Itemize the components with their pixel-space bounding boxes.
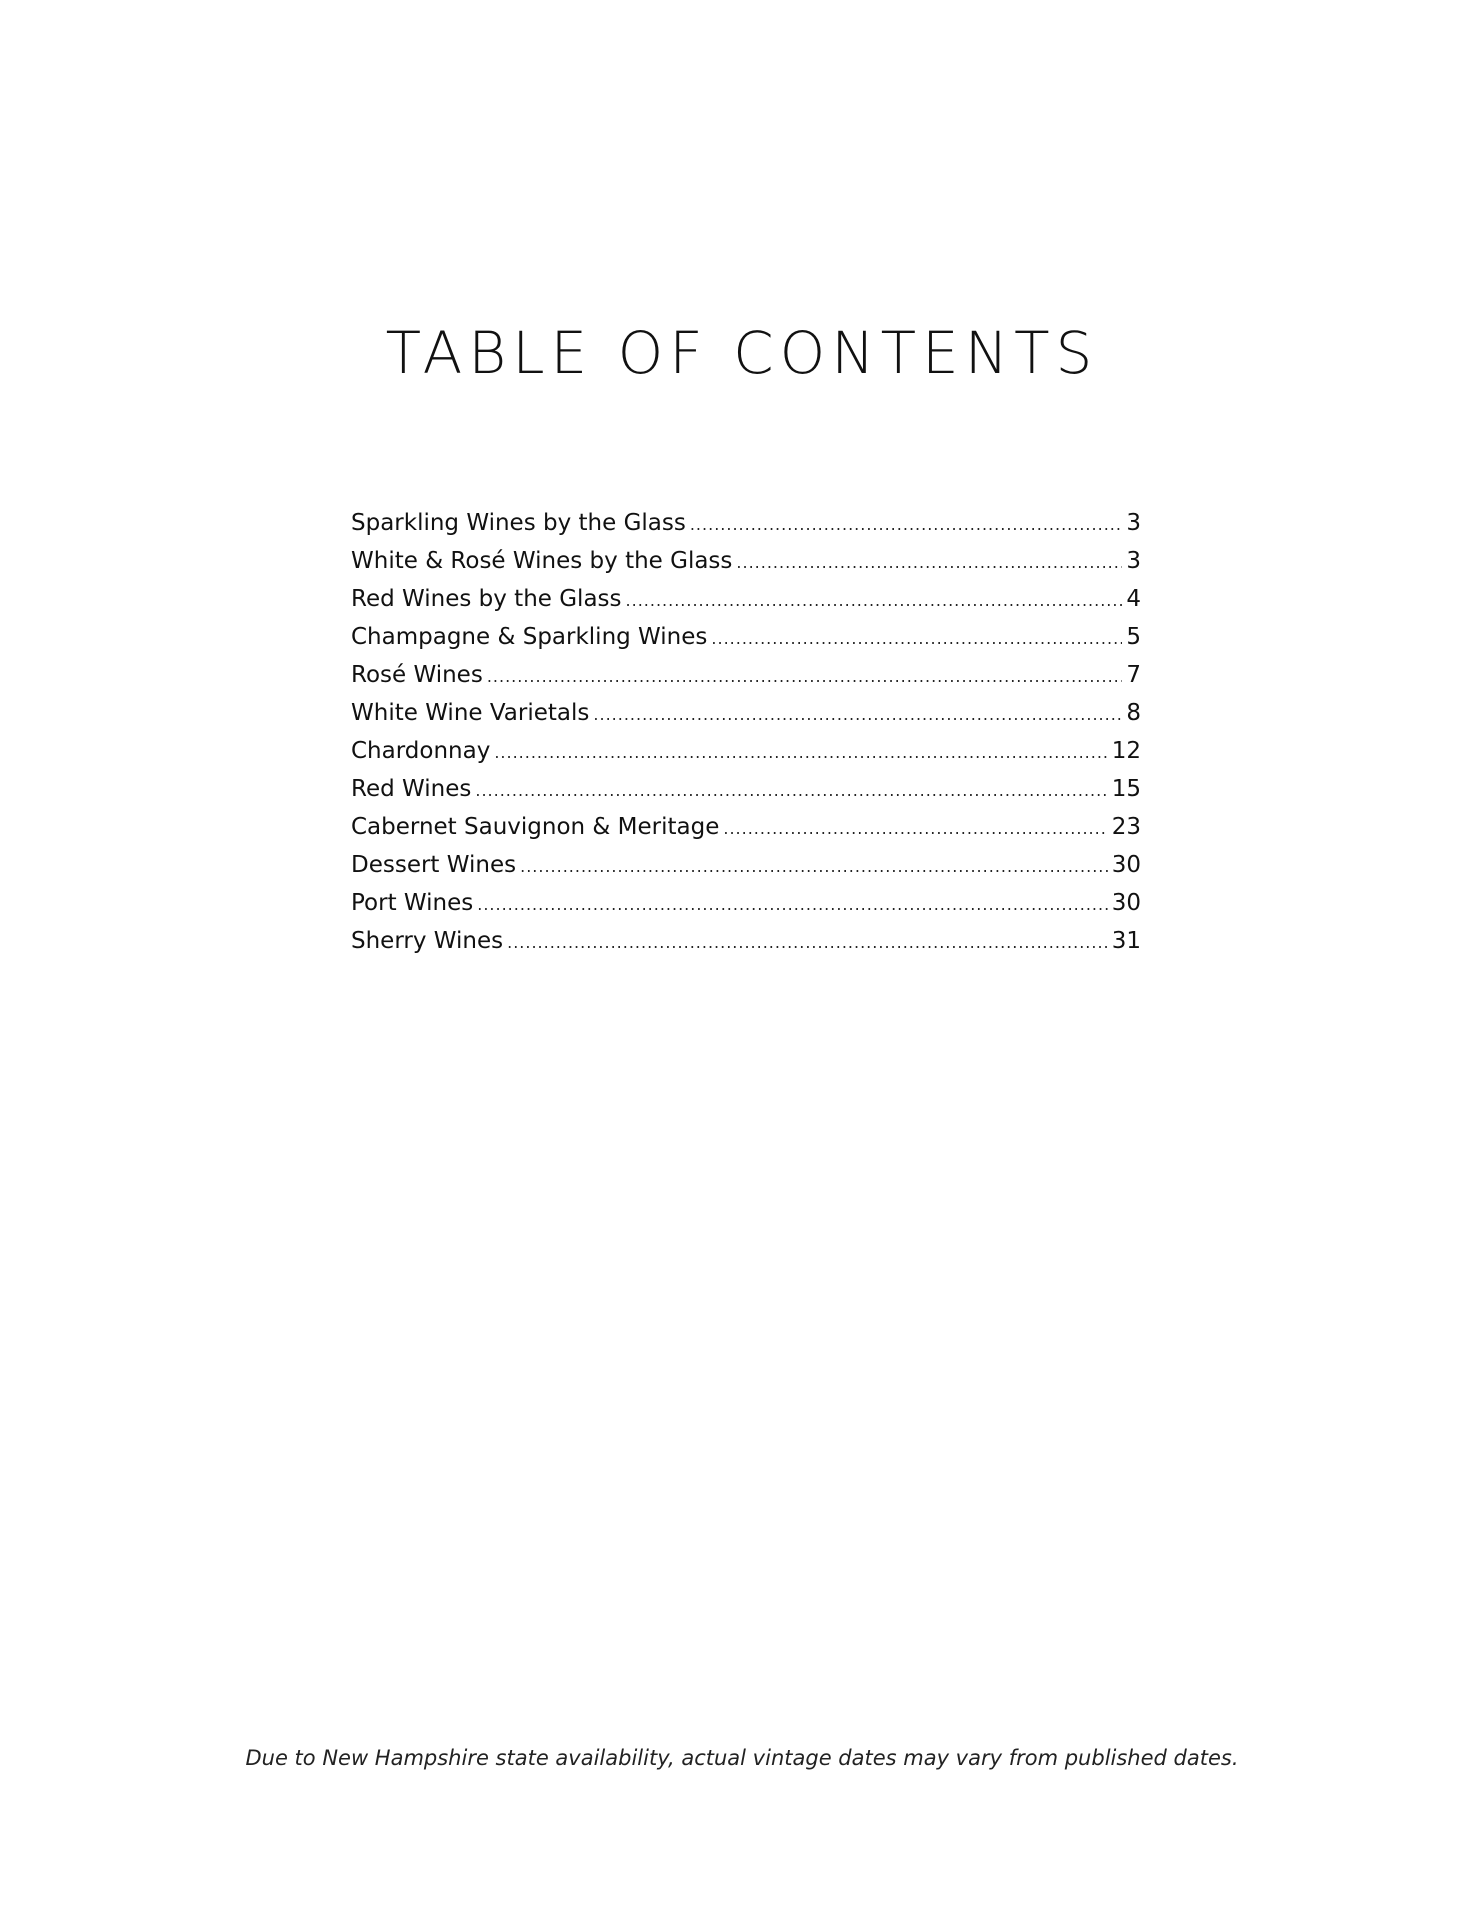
toc-entry-sherry-wines[interactable] [351, 922, 1141, 960]
toc-dot-leader [723, 810, 1107, 848]
toc-dot-leader [593, 696, 1122, 734]
toc-entry-page: 23 [1111, 814, 1141, 840]
toc-entry-label: Red Wines [351, 776, 472, 802]
toc-dot-leader [690, 506, 1123, 544]
toc-dot-leader [736, 544, 1122, 582]
toc-entry-page: 12 [1111, 738, 1141, 764]
toc-entry-page: 4 [1126, 586, 1141, 612]
toc-dot-leader [507, 924, 1108, 962]
toc-entry-page: 7 [1126, 662, 1141, 688]
toc-entry-port-wines[interactable] [351, 884, 1141, 922]
toc-dot-leader [487, 658, 1123, 696]
toc-entry-label: Sherry Wines [351, 928, 504, 954]
toc-dot-leader [477, 886, 1107, 924]
toc-entry-cabernet-sauvignon-meritage[interactable] [351, 808, 1141, 846]
toc-entry-label: Red Wines by the Glass [351, 586, 622, 612]
toc-entry-label: Champagne & Sparkling Wines [351, 624, 708, 650]
toc-entry-red-wines[interactable] [351, 770, 1141, 808]
toc-entry-page: 15 [1111, 776, 1141, 802]
toc-entry-chardonnay[interactable] [351, 732, 1141, 770]
toc-entry-label: White Wine Varietals [351, 700, 590, 726]
toc-entry-page: 8 [1126, 700, 1141, 726]
footer-note: Due to New Hampshire state availability, actual vintage dates may vary from published dates. [245, 1746, 1239, 1770]
toc-dot-leader [520, 848, 1108, 886]
toc-entry-page: 3 [1126, 548, 1141, 574]
toc-dot-leader [711, 620, 1122, 658]
toc-entry-champagne-sparkling-wines[interactable] [351, 618, 1141, 656]
toc-dot-leader [626, 582, 1123, 620]
toc-entry-page: 30 [1111, 852, 1141, 878]
toc-entry-label: Dessert Wines [351, 852, 517, 878]
toc-entry-red-wines-by-the-glass[interactable] [351, 580, 1141, 618]
toc-entry-page: 5 [1126, 624, 1141, 650]
toc-entry-white-rose-wines-by-the-glass[interactable] [351, 542, 1141, 580]
toc-entry-label: White & Rosé Wines by the Glass [351, 548, 733, 574]
page-title: TABLE OF CONTENTS [385, 319, 1099, 387]
toc-dot-leader [475, 772, 1107, 810]
toc-entry-page: 30 [1111, 890, 1141, 916]
toc-entry-label: Chardonnay [351, 738, 491, 764]
toc-entry-sparkling-wines-by-the-glass[interactable] [351, 504, 1141, 542]
table-of-contents [351, 504, 1141, 960]
toc-entry-label: Port Wines [351, 890, 474, 916]
toc-entry-white-wine-varietals[interactable] [351, 694, 1141, 732]
toc-dot-leader [494, 734, 1107, 772]
toc-entry-rose-wines[interactable] [351, 656, 1141, 694]
toc-entry-dessert-wines[interactable] [351, 846, 1141, 884]
toc-entry-label: Cabernet Sauvignon & Meritage [351, 814, 720, 840]
toc-entry-label: Sparkling Wines by the Glass [351, 510, 686, 536]
toc-entry-page: 3 [1126, 510, 1141, 536]
toc-entry-page: 31 [1111, 928, 1141, 954]
toc-entry-label: Rosé Wines [351, 662, 483, 688]
